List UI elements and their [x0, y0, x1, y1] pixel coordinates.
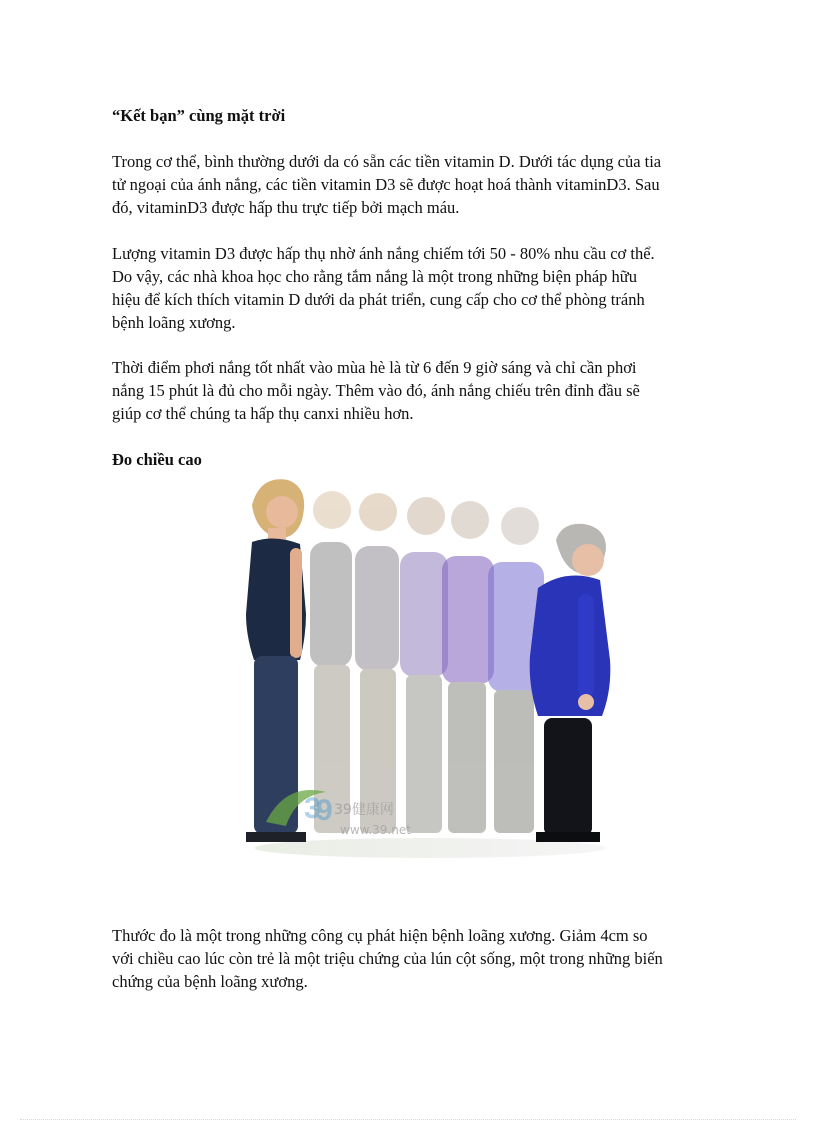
heading-height-measurement: Đo chiều cao	[112, 450, 202, 469]
svg-text:9: 9	[316, 794, 333, 827]
paragraph-sunbathing-benefit	[112, 242, 752, 334]
svg-text:3: 3	[304, 792, 321, 825]
figure-stage-2	[310, 491, 352, 833]
figure-stage-4	[400, 497, 448, 833]
paragraph-vitamin-d-synthesis	[112, 150, 752, 219]
text-line: bệnh loãng xương.	[112, 313, 236, 332]
paragraph-height-ruler	[112, 924, 752, 993]
posture-aging-illustration	[230, 470, 620, 880]
text-line: Trong cơ thể, bình thường dưới da có sẵn các tiền vitamin D. Dưới tác dụng của tia	[112, 152, 662, 171]
text-line: hiệu để kích thích vitamin D dưới da phát triển, cung cấp cho cơ thể phòng tránh	[112, 290, 645, 309]
text-line: Thời điểm phơi nắng tốt nhất vào mùa hè là từ 6 đến 9 giờ sáng và chỉ cần phơi	[112, 358, 637, 377]
text-line: Do vậy, các nhà khoa học cho rằng tắm nắng là một trong những biện pháp hữu	[112, 267, 637, 286]
paragraph-best-sun-time	[112, 356, 752, 425]
text-line: với chiều cao lúc còn trẻ là một triệu chứng của lún cột sống, một trong những biến	[112, 949, 663, 968]
text-line: chứng của bệnh loãng xương.	[112, 972, 308, 991]
text-line: nắng 15 phút là đủ cho mỗi ngày. Thêm vào đó, ánh nắng chiếu trên đỉnh đầu sẽ	[112, 381, 640, 400]
text-line: tử ngoại của ánh nắng, các tiền vitamin D3 sẽ được hoạt hoá thành vitaminD3. Sau	[112, 175, 660, 194]
figure-young-woman	[246, 479, 306, 842]
text-line: đó, vitaminD3 được hấp thu trực tiếp bởi mạch máu.	[112, 198, 460, 217]
page-bottom-rule	[20, 1119, 796, 1120]
text-line: giúp cơ thể chúng ta hấp thụ canxi nhiều hơn.	[112, 404, 414, 423]
text-line: Lượng vitamin D3 được hấp thụ nhờ ánh nắng chiếm tới 50 - 80% nhu cầu cơ thể.	[112, 244, 655, 263]
figure-stage-3	[355, 493, 399, 833]
watermark-url-text: www.39.net	[340, 823, 411, 837]
watermark-cn-text: 39健康网	[334, 802, 394, 818]
figure-stage-5	[442, 501, 494, 833]
heading-make-friends-with-sun: “Kết bạn” cùng mặt trời	[112, 106, 286, 125]
text-line: Thước đo là một trong những công cụ phát hiện bệnh loãng xương. Giảm 4cm so	[112, 926, 648, 945]
